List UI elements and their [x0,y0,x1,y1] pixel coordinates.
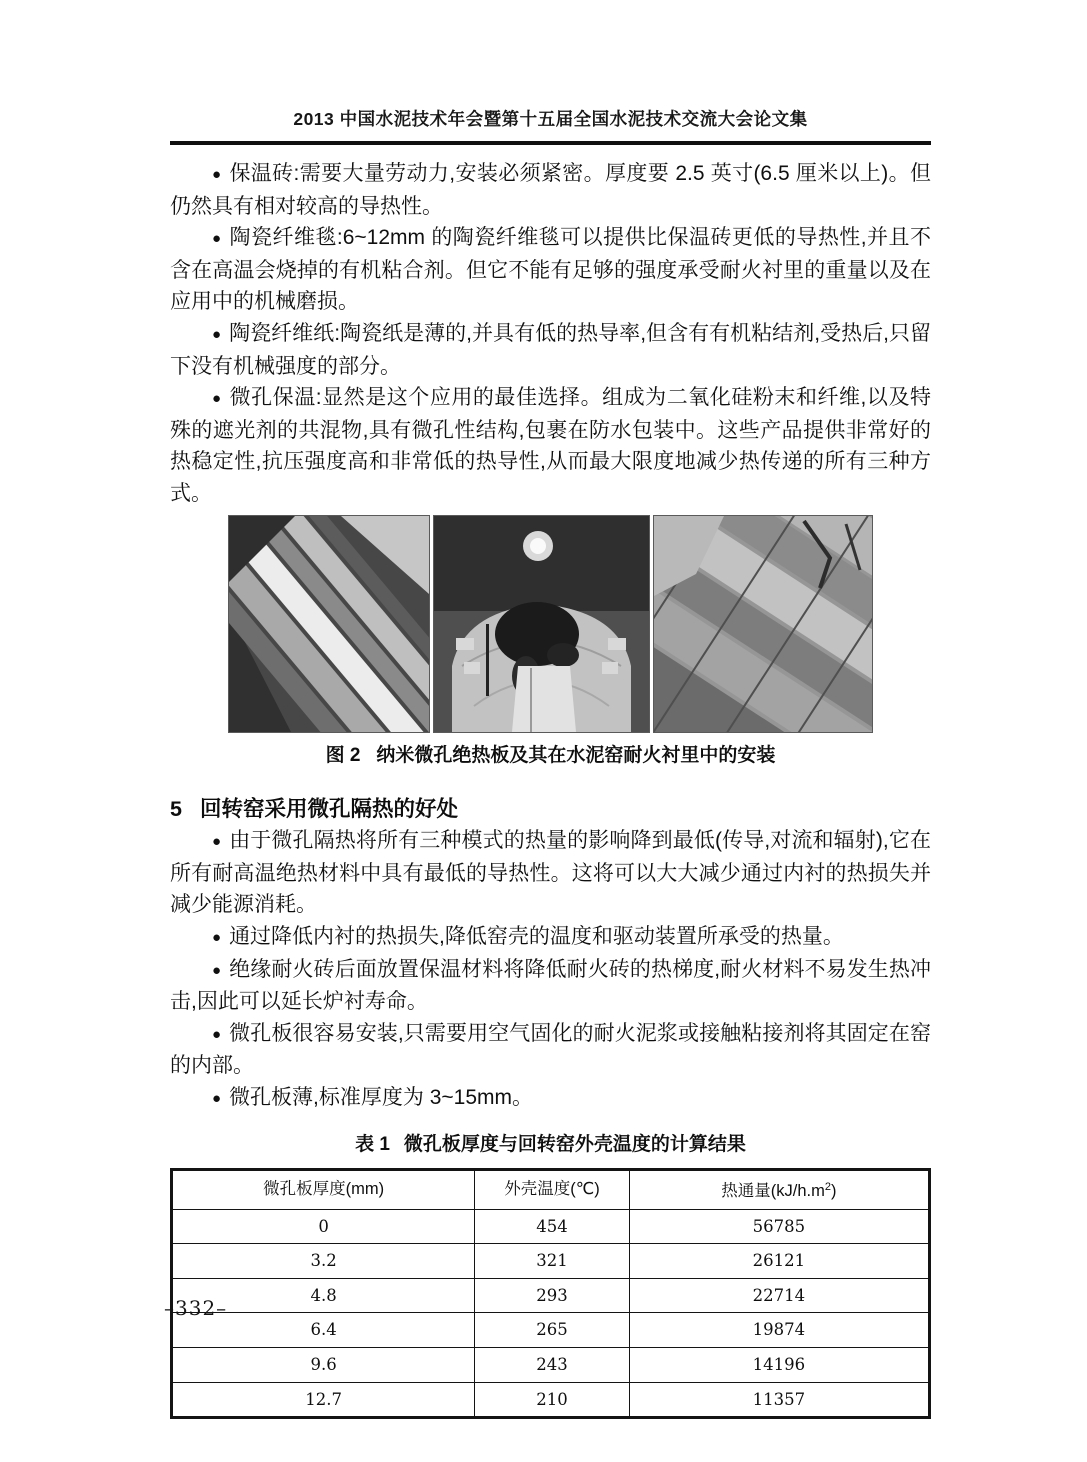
section-title: 回转窑采用微孔隔热的好处 [199,797,458,822]
brick-lining-photo [653,515,873,733]
bullet-paragraph [170,318,931,382]
table-cell: 293 [475,1278,630,1313]
bullet-paragraph [170,1018,931,1082]
bullet-marker-icon: ● [212,833,222,851]
table-cell: 210 [475,1382,630,1418]
bullet-paragraph [170,825,931,921]
table-cell: 265 [475,1313,630,1348]
table-cell: 4.8 [172,1278,475,1313]
table-cell: 12.7 [172,1382,475,1418]
header-rule [170,141,931,145]
page [170,0,931,1419]
bullet-marker-icon: ● [212,325,222,343]
table-column-header: 微孔板厚度(mm) [172,1170,475,1210]
table-cell: 26121 [629,1244,929,1279]
table-cell: 19874 [629,1313,929,1348]
table-title-text: 微孔板厚度与回转窑外壳温度的计算结果 [403,1134,746,1156]
kiln-interior-installation-photo [433,515,650,733]
bullet-text: 保温砖:需要大量劳动力,安装必须紧密。厚度要 2.5 英寸(6.5 厘米以上)。但仍然具有相对较高的导热性。 [170,162,932,218]
table-cell: 14196 [629,1348,929,1383]
header-title: 2013 中国水泥技术年会暨第十五届全国水泥技术交流大会论文集 [293,109,808,129]
figure-2 [170,515,931,772]
bullet-marker-icon: ● [212,961,222,979]
table-1 [170,1168,931,1419]
materials-bullet-list [170,158,931,510]
bullet-paragraph [170,954,931,1018]
table-cell: 321 [475,1244,630,1279]
table-title-label: 表 1 [355,1134,390,1156]
table-cell: 6.4 [172,1313,475,1348]
table-row [172,1278,930,1313]
table-column-header: 外壳温度(℃) [475,1170,630,1210]
table-header-row [172,1170,930,1210]
insulation-boards-photo [228,515,430,733]
photo-strip [228,515,931,731]
table-cell: 3.2 [172,1244,475,1279]
table-row [172,1209,930,1244]
bullet-text: 由于微孔隔热将所有三种模式的热量的影响降到最低(传导,对流和辐射),它在所有耐高温绝热材料中具有最低的导热性。这将可以大大减少通过内衬的热损失并减少能源消耗。 [170,829,931,917]
table-column-header: 热通量$(kJ/h.m^2)$ [629,1170,929,1210]
bullet-marker-icon: ● [212,390,222,408]
bullet-paragraph [170,1082,931,1115]
bullet-paragraph [170,921,931,954]
bullet-paragraph [170,222,931,318]
table-cell: 22714 [629,1278,929,1313]
bullet-paragraph [170,158,931,222]
bullet-text: 微孔板很容易安装,只需要用空气固化的耐火泥浆或接触粘接剂将其固定在窑的内部。 [170,1021,931,1078]
page-number: –332– [164,1296,228,1320]
table-row [172,1313,930,1348]
table-cell: 454 [475,1209,630,1244]
page-header [170,106,931,145]
table-row [172,1348,930,1383]
bullet-paragraph [170,382,931,509]
section-number: 5 [170,797,182,822]
superscript-2: 2 [824,1181,832,1194]
bullet-text: 绝缘耐火砖后面放置保温材料将降低耐火砖的热梯度,耐火材料不易发生热冲击,因此可以延长炉衬寿命。 [170,957,931,1014]
section-5-heading [170,793,931,825]
content [170,158,931,1419]
table-cell: 56785 [629,1209,929,1244]
bullet-text: 通过降低内衬的热损失,降低窑壳的温度和驱动装置所承受的热量。 [229,924,844,948]
bullet-marker-icon: ● [212,1089,222,1107]
bullet-text: 微孔板薄,标准厚度为 3~15mm。 [229,1085,534,1109]
table-row [172,1244,930,1279]
bullet-marker-icon: ● [212,166,222,183]
bullet-marker-icon: ● [212,928,222,946]
figure-caption [170,740,931,772]
table-cell: 243 [475,1348,630,1383]
table-cell: 9.6 [172,1348,475,1383]
figure-caption-text: 纳米微孔绝热板及其在水泥窑耐火衬里中的安装 [376,744,776,766]
table-1-title [170,1129,931,1161]
section5-bullet-list [170,825,931,1114]
table-cell: 0 [172,1209,475,1244]
bullet-text: 微孔保温:显然是这个应用的最佳选择。组成为二氧化硅粉末和纤维,以及特殊的遮光剂的共混物,具有微孔性结构,包裹在防水包装中。这些产品提供非常好的热稳定性,抗压强度高和非常低的热导性,从而最大限度地减少热传递的所有三种方式。 [170,386,932,505]
figure-caption-label: 图 2 [325,744,361,766]
table-row [172,1382,930,1418]
bullet-marker-icon: ● [212,230,222,248]
bullet-text: 陶瓷纤维纸:陶瓷纸是薄的,并具有低的热导率,但含有有机粘结剂,受热后,只留下没有机械强度的部分。 [170,321,932,378]
bullet-text: 陶瓷纤维毯:6~12mm 的陶瓷纤维毯可以提供比保温砖更低的导热性,并且不含在高温会烧掉的有机粘合剂。但它不能有足够的强度承受耐火衬里的重量以及在应用中的机械磨损。 [170,226,932,314]
bullet-marker-icon: ● [212,1025,222,1043]
table-cell: 11357 [629,1382,929,1418]
